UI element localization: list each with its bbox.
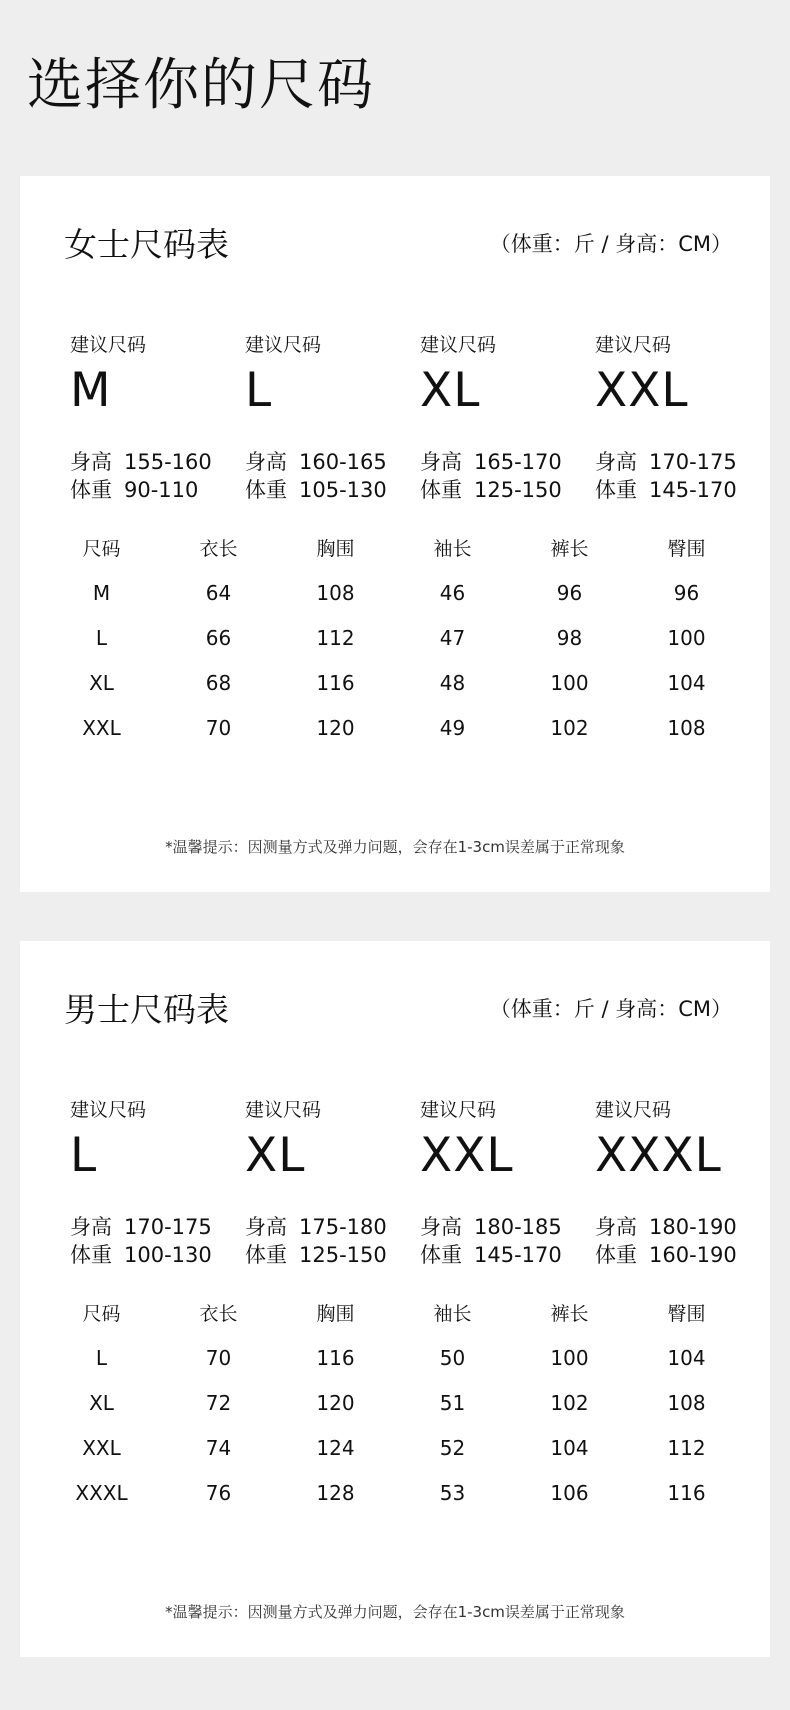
table-cell: 124 bbox=[316, 1435, 355, 1460]
table-cell: XXL bbox=[82, 715, 121, 740]
table-cell: 100 bbox=[550, 1345, 589, 1370]
height-value: 155-160 bbox=[124, 450, 212, 474]
table-row bbox=[43, 660, 745, 705]
weight-label: 体重 bbox=[245, 1243, 287, 1267]
table-cell: 102 bbox=[550, 1390, 589, 1415]
table-cell: 104 bbox=[667, 1345, 706, 1370]
table-cell: 96 bbox=[556, 580, 583, 605]
table-cell: 66 bbox=[205, 625, 232, 650]
table-cell: 108 bbox=[667, 715, 706, 740]
height-range bbox=[245, 452, 415, 473]
height-value: 170-175 bbox=[124, 1215, 212, 1239]
women-unit-note: （体重：斤 / 身高：CM） bbox=[489, 232, 732, 256]
women-footnote: *温馨提示：因测量方式及弹力问题，会存在1-3cm误差属于正常现象 bbox=[165, 838, 625, 856]
weight-value: 100-130 bbox=[124, 1243, 212, 1267]
weight-label: 体重 bbox=[245, 478, 287, 502]
women-recommend-m bbox=[70, 336, 240, 501]
column-header: 袖长 bbox=[433, 538, 472, 560]
women-card-title: 女士尺码表 bbox=[64, 225, 229, 264]
table-cell: 100 bbox=[550, 670, 589, 695]
men-recommend-xl bbox=[245, 1101, 415, 1266]
men-footnote: *温馨提示：因测量方式及弹力问题，会存在1-3cm误差属于正常现象 bbox=[165, 1603, 625, 1621]
table-cell: 51 bbox=[439, 1390, 466, 1415]
weight-range bbox=[70, 1245, 240, 1266]
weight-value: 145-170 bbox=[474, 1243, 562, 1267]
table-cell: 76 bbox=[205, 1480, 232, 1505]
table-row bbox=[43, 1380, 745, 1425]
recommend-label: 建议尺码 bbox=[595, 1099, 672, 1121]
table-row bbox=[43, 1425, 745, 1470]
women-recommend-l bbox=[245, 336, 415, 501]
column-header: 衣长 bbox=[199, 538, 238, 560]
column-header: 尺码 bbox=[82, 538, 121, 560]
weight-label: 体重 bbox=[420, 1243, 462, 1267]
table-row bbox=[43, 615, 745, 660]
recommend-size: XL bbox=[245, 1128, 306, 1183]
table-cell: 70 bbox=[205, 1345, 232, 1370]
table-cell: 108 bbox=[316, 580, 355, 605]
table-cell: XL bbox=[89, 670, 114, 695]
recommend-label: 建议尺码 bbox=[70, 334, 147, 356]
men-size-table bbox=[43, 1299, 745, 1515]
column-header: 胸围 bbox=[316, 1303, 355, 1325]
weight-range bbox=[595, 480, 765, 501]
table-cell: 53 bbox=[439, 1480, 466, 1505]
weight-value: 125-150 bbox=[474, 478, 562, 502]
height-value: 180-190 bbox=[649, 1215, 737, 1239]
table-cell: 98 bbox=[556, 625, 583, 650]
height-value: 170-175 bbox=[649, 450, 737, 474]
table-cell: 120 bbox=[316, 715, 355, 740]
weight-value: 160-190 bbox=[649, 1243, 737, 1267]
table-cell: 96 bbox=[673, 580, 700, 605]
table-header-row bbox=[43, 534, 745, 564]
column-header: 裤长 bbox=[550, 1303, 589, 1325]
recommend-size: XXXL bbox=[595, 1128, 722, 1183]
weight-value: 90-110 bbox=[124, 478, 199, 502]
height-range bbox=[595, 452, 765, 473]
height-label: 身高 bbox=[70, 1215, 112, 1239]
women-recommend-xl bbox=[420, 336, 590, 501]
recommend-size: XXL bbox=[420, 1128, 514, 1183]
height-label: 身高 bbox=[245, 450, 287, 474]
height-label: 身高 bbox=[420, 1215, 462, 1239]
recommend-size: XL bbox=[420, 363, 481, 418]
table-row bbox=[43, 564, 745, 615]
weight-value: 105-130 bbox=[299, 478, 387, 502]
table-cell: L bbox=[95, 1345, 108, 1370]
height-value: 165-170 bbox=[474, 450, 562, 474]
height-label: 身高 bbox=[420, 450, 462, 474]
table-cell: 49 bbox=[439, 715, 466, 740]
table-cell: 46 bbox=[439, 580, 466, 605]
weight-label: 体重 bbox=[595, 1243, 637, 1267]
women-size-card bbox=[20, 176, 770, 892]
height-value: 160-165 bbox=[299, 450, 387, 474]
page-title: 选择你的尺码 bbox=[27, 53, 375, 118]
height-range bbox=[70, 1217, 240, 1238]
recommend-size: XXL bbox=[595, 363, 689, 418]
table-cell: 68 bbox=[205, 670, 232, 695]
column-header: 臀围 bbox=[667, 1303, 706, 1325]
table-cell: 116 bbox=[316, 670, 355, 695]
column-header: 袖长 bbox=[433, 1303, 472, 1325]
men-recommend-xxl bbox=[420, 1101, 590, 1266]
men-recommend-l bbox=[70, 1101, 240, 1266]
men-card-title: 男士尺码表 bbox=[64, 990, 229, 1029]
recommend-label: 建议尺码 bbox=[420, 1099, 497, 1121]
height-range bbox=[420, 452, 590, 473]
women-recommend-xxl bbox=[595, 336, 765, 501]
height-label: 身高 bbox=[70, 450, 112, 474]
weight-label: 体重 bbox=[420, 478, 462, 502]
table-cell: 128 bbox=[316, 1480, 355, 1505]
table-cell: 116 bbox=[667, 1480, 706, 1505]
weight-label: 体重 bbox=[70, 478, 112, 502]
table-cell: M bbox=[92, 580, 111, 605]
column-header: 尺码 bbox=[82, 1303, 121, 1325]
recommend-size: M bbox=[70, 363, 112, 418]
table-row bbox=[43, 705, 745, 750]
weight-value: 125-150 bbox=[299, 1243, 387, 1267]
height-range bbox=[420, 1217, 590, 1238]
table-cell: 48 bbox=[439, 670, 466, 695]
table-cell: XL bbox=[89, 1390, 114, 1415]
men-unit-note: （体重：斤 / 身高：CM） bbox=[489, 997, 732, 1021]
table-cell: 72 bbox=[205, 1390, 232, 1415]
table-cell: XXXL bbox=[75, 1480, 128, 1505]
weight-range bbox=[595, 1245, 765, 1266]
table-cell: 106 bbox=[550, 1480, 589, 1505]
table-cell: XXL bbox=[82, 1435, 121, 1460]
table-row bbox=[43, 1329, 745, 1380]
height-label: 身高 bbox=[595, 1215, 637, 1239]
weight-range bbox=[420, 1245, 590, 1266]
weight-label: 体重 bbox=[595, 478, 637, 502]
height-label: 身高 bbox=[245, 1215, 287, 1239]
weight-range bbox=[420, 480, 590, 501]
recommend-size: L bbox=[245, 363, 273, 418]
table-cell: 74 bbox=[205, 1435, 232, 1460]
table-cell: 64 bbox=[205, 580, 232, 605]
height-range bbox=[595, 1217, 765, 1238]
height-range bbox=[245, 1217, 415, 1238]
height-range bbox=[70, 452, 240, 473]
table-cell: 52 bbox=[439, 1435, 466, 1460]
table-cell: 50 bbox=[439, 1345, 466, 1370]
men-recommend-xxxl bbox=[595, 1101, 765, 1266]
weight-value: 145-170 bbox=[649, 478, 737, 502]
table-cell: 112 bbox=[316, 625, 355, 650]
recommend-label: 建议尺码 bbox=[70, 1099, 147, 1121]
table-cell: 70 bbox=[205, 715, 232, 740]
weight-label: 体重 bbox=[70, 1243, 112, 1267]
table-cell: 112 bbox=[667, 1435, 706, 1460]
column-header: 衣长 bbox=[199, 1303, 238, 1325]
recommend-label: 建议尺码 bbox=[595, 334, 672, 356]
height-value: 180-185 bbox=[474, 1215, 562, 1239]
table-cell: L bbox=[95, 625, 108, 650]
table-cell: 104 bbox=[550, 1435, 589, 1460]
weight-range bbox=[245, 1245, 415, 1266]
recommend-label: 建议尺码 bbox=[245, 334, 322, 356]
table-cell: 108 bbox=[667, 1390, 706, 1415]
table-cell: 116 bbox=[316, 1345, 355, 1370]
table-cell: 104 bbox=[667, 670, 706, 695]
table-cell: 47 bbox=[439, 625, 466, 650]
recommend-size: L bbox=[70, 1128, 98, 1183]
women-size-table bbox=[43, 534, 745, 750]
table-cell: 102 bbox=[550, 715, 589, 740]
height-value: 175-180 bbox=[299, 1215, 387, 1239]
recommend-label: 建议尺码 bbox=[420, 334, 497, 356]
column-header: 裤长 bbox=[550, 538, 589, 560]
column-header: 臀围 bbox=[667, 538, 706, 560]
table-header-row bbox=[43, 1299, 745, 1329]
weight-range bbox=[70, 480, 240, 501]
men-size-card bbox=[20, 941, 770, 1657]
table-cell: 100 bbox=[667, 625, 706, 650]
weight-range bbox=[245, 480, 415, 501]
table-row bbox=[43, 1470, 745, 1515]
table-cell: 120 bbox=[316, 1390, 355, 1415]
height-label: 身高 bbox=[595, 450, 637, 474]
recommend-label: 建议尺码 bbox=[245, 1099, 322, 1121]
column-header: 胸围 bbox=[316, 538, 355, 560]
